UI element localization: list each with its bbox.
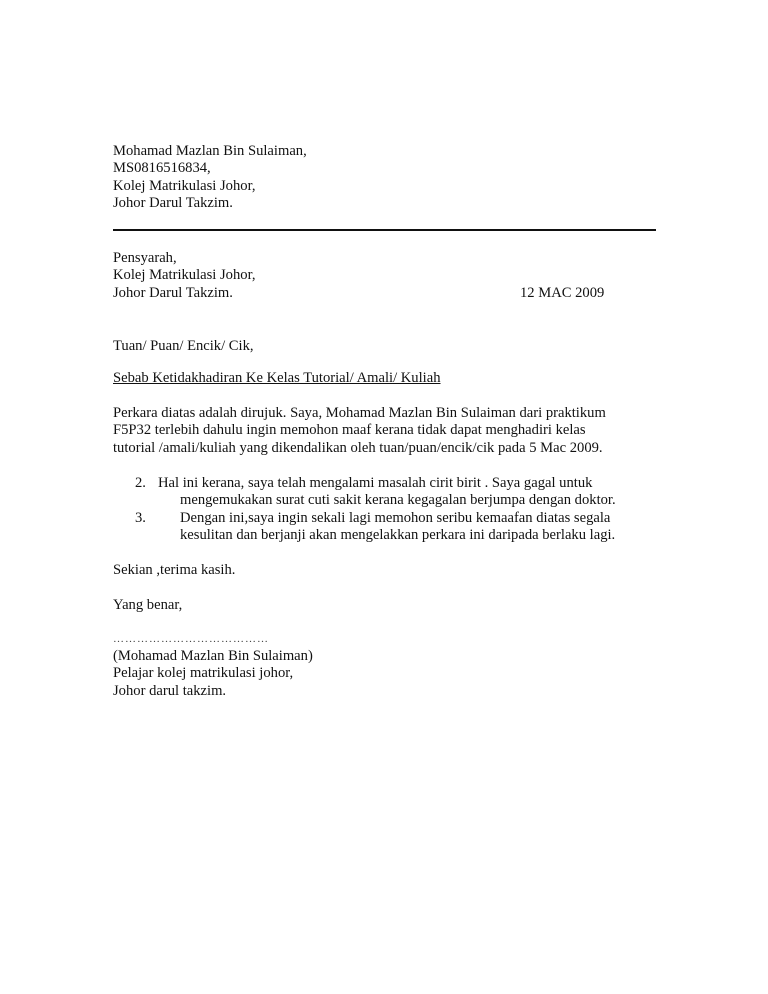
sender-id: MS0816516834, [113, 160, 211, 176]
intro-line-1: Perkara diatas adalah dirujuk. Saya, Mohamad Mazlan Bin Sulaiman dari praktikum [113, 405, 606, 421]
point-number: 3. [135, 510, 146, 526]
recipient-college: Kolej Matrikulasi Johor, [113, 267, 256, 283]
recipient-state: Johor Darul Takzim. [113, 285, 233, 301]
point-line: Dengan ini,saya ingin sekali lagi memohon seribu kemaafan diatas segala [180, 510, 611, 526]
point-line: Hal ini kerana, saya telah mengalami masalah cirit birit . Saya gagal untuk [158, 475, 593, 491]
header-divider [113, 229, 656, 231]
salutation: Tuan/ Puan/ Encik/ Cik, [113, 338, 254, 354]
sender-name: Mohamad Mazlan Bin Sulaiman, [113, 143, 307, 159]
signer-state: Johor darul takzim. [113, 683, 227, 699]
point-line: mengemukakan surat cuti sakit kerana kegagalan berjumpa dengan doktor. [180, 492, 616, 508]
sign-off: Yang benar, [113, 597, 183, 613]
sender-college: Kolej Matrikulasi Johor, [113, 178, 256, 194]
intro-line-3: tutorial /amali/kuliah yang dikendalikan oleh tuan/puan/encik/cik pada 5 Mac 2009. [113, 440, 603, 456]
letter-date: 12 MAC 2009 [520, 285, 605, 301]
subject-line: Sebab Ketidakhadiran Ke Kelas Tutorial/ Amali/ Kuliah [113, 370, 441, 386]
signer-name: (Mohamad Mazlan Bin Sulaiman) [113, 648, 313, 664]
signer-role: Pelajar kolej matrikulasi johor, [113, 665, 294, 681]
intro-line-2: F5P32 terlebih dahulu ingin memohon maaf kerana tidak dapat menghadiri kelas [113, 422, 586, 438]
recipient-title: Pensyarah, [113, 250, 177, 266]
sender-state: Johor Darul Takzim. [113, 195, 233, 211]
signature-line: ………………………………… [113, 633, 269, 645]
point-line: kesulitan dan berjanji akan mengelakkan perkara ini daripada berlaku lagi. [180, 527, 616, 543]
point-number: 2. [135, 475, 146, 491]
closing-line: Sekian ,terima kasih. [113, 562, 236, 578]
